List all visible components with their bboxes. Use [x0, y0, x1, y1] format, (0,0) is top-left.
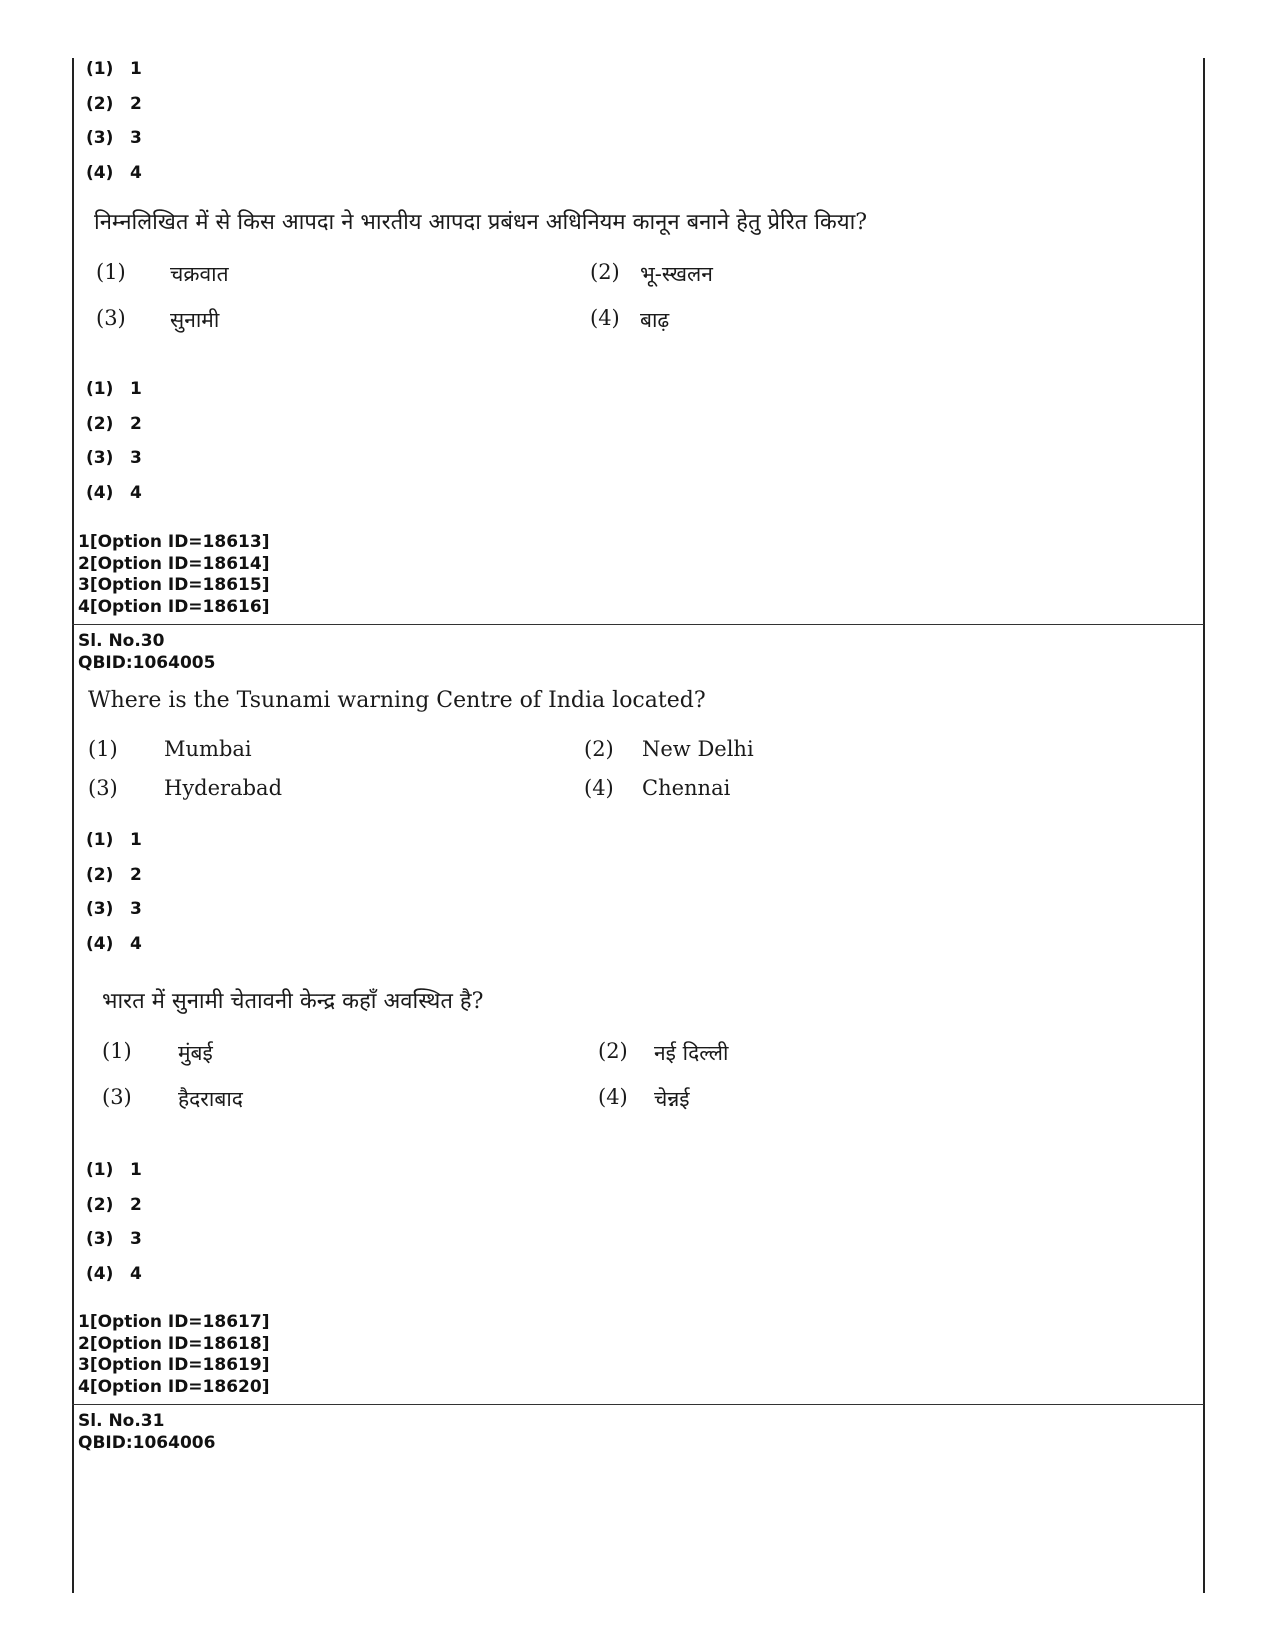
answer-number: (4)	[86, 1263, 114, 1284]
q29-answer-list-top	[86, 58, 142, 196]
option-number: (1)	[102, 1039, 132, 1063]
question-divider	[72, 1404, 1204, 1405]
answer-value: 1	[130, 379, 142, 399]
q30-english-option-3	[88, 776, 283, 800]
answer-number: (1)	[86, 830, 114, 850]
qbid: QBID:1064005	[78, 653, 216, 673]
answer-row	[86, 1159, 142, 1194]
option-id: 2[Option ID=18614]	[78, 553, 270, 574]
answer-number: (3)	[86, 1229, 114, 1249]
answer-value: 1	[130, 59, 142, 79]
option-text: मुंबई	[178, 1041, 213, 1065]
q30-english-option-2	[584, 737, 754, 761]
answer-value: 1	[130, 830, 142, 850]
answer-value: 3	[130, 1229, 142, 1249]
option-id: 3[Option ID=18619]	[78, 1355, 270, 1375]
option-text: भू-स्खलन	[640, 262, 713, 286]
answer-row	[86, 162, 142, 197]
option-number: (2)	[590, 260, 620, 284]
answer-row	[86, 447, 142, 482]
answer-value: 2	[130, 864, 142, 885]
option-number: (3)	[96, 306, 126, 330]
answer-number: (3)	[86, 448, 114, 468]
q30-header	[78, 630, 215, 674]
answer-row	[86, 898, 142, 933]
answer-row	[86, 864, 142, 899]
answer-value: 2	[130, 1194, 142, 1215]
option-id: 4[Option ID=18616]	[78, 596, 270, 617]
q30-english-question: Where is the Tsunami warning Centre of India located?	[88, 688, 706, 713]
option-number: (1)	[96, 260, 126, 284]
q29-answer-list-bottom	[86, 378, 142, 516]
option-text: New Delhi	[642, 737, 754, 761]
option-text: Mumbai	[164, 737, 252, 761]
answer-row	[86, 93, 142, 128]
answer-value: 3	[130, 128, 142, 148]
answer-row	[86, 1263, 142, 1298]
q30-english-option-4	[584, 776, 731, 800]
q29-hindi-option-1	[96, 260, 229, 286]
q30-hindi-option-1	[102, 1039, 213, 1065]
q30-option-ids	[78, 1312, 269, 1398]
question-divider	[72, 624, 1204, 625]
answer-row	[86, 933, 142, 968]
answer-row	[86, 482, 142, 517]
q29-hindi-option-4	[590, 306, 670, 332]
option-text: बाढ़	[640, 308, 670, 332]
q29-option-ids	[78, 532, 269, 618]
answer-number: (2)	[86, 413, 114, 434]
answer-number: (1)	[86, 59, 114, 79]
option-text: चेन्नई	[654, 1087, 690, 1111]
q30-answer-list-top	[86, 829, 142, 967]
answer-value: 3	[130, 448, 142, 468]
answer-value: 1	[130, 1160, 142, 1180]
answer-value: 4	[130, 1263, 142, 1284]
option-number: (4)	[598, 1085, 628, 1109]
answer-row	[86, 58, 142, 93]
left-border	[72, 58, 74, 1593]
answer-row	[86, 413, 142, 448]
answer-number: (2)	[86, 864, 114, 885]
option-text: Hyderabad	[164, 776, 283, 800]
answer-number: (1)	[86, 379, 114, 399]
option-id: 1[Option ID=18617]	[78, 1312, 270, 1332]
answer-row	[86, 1228, 142, 1263]
option-number: (3)	[88, 776, 118, 800]
q29-hindi-option-3	[96, 306, 220, 332]
answer-number: (4)	[86, 482, 114, 503]
answer-number: (1)	[86, 1160, 114, 1180]
option-number: (3)	[102, 1085, 132, 1109]
answer-value: 2	[130, 413, 142, 434]
answer-value: 3	[130, 899, 142, 919]
answer-number: (3)	[86, 128, 114, 148]
q30-hindi-option-2	[598, 1039, 729, 1065]
option-text: हैदराबाद	[178, 1087, 243, 1111]
q29-hindi-question: निम्नलिखित में से किस आपदा ने भारतीय आपदा प्रबंधन अधिनियम कानून बनाने हेतु प्रेरित किया?	[94, 210, 868, 235]
option-text: चक्रवात	[170, 262, 229, 286]
q30-hindi-option-4	[598, 1085, 690, 1111]
option-text: नई दिल्ली	[654, 1041, 729, 1065]
answer-number: (2)	[86, 1194, 114, 1215]
serial-number: Sl. No.30	[78, 631, 165, 651]
answer-row	[86, 378, 142, 413]
option-number: (4)	[590, 306, 620, 330]
right-border	[1203, 58, 1205, 1593]
q29-hindi-option-2	[590, 260, 713, 286]
answer-row	[86, 127, 142, 162]
q30-english-option-1	[88, 737, 252, 761]
option-id: 3[Option ID=18615]	[78, 575, 270, 595]
q31-header	[78, 1410, 215, 1454]
q30-hindi-option-3	[102, 1085, 243, 1111]
answer-number: (4)	[86, 162, 114, 183]
answer-number: (2)	[86, 93, 114, 114]
answer-value: 4	[130, 162, 142, 183]
answer-number: (4)	[86, 933, 114, 954]
option-id: 1[Option ID=18613]	[78, 532, 270, 552]
answer-row	[86, 829, 142, 864]
answer-value: 4	[130, 933, 142, 954]
q30-hindi-question: भारत में सुनामी चेतावनी केन्द्र कहाँ अवस्थित है?	[102, 989, 484, 1014]
option-id: 2[Option ID=18618]	[78, 1333, 270, 1354]
answer-row	[86, 1194, 142, 1229]
option-number: (1)	[88, 737, 118, 761]
qbid: QBID:1064006	[78, 1433, 216, 1453]
option-text: सुनामी	[170, 308, 220, 332]
serial-number: Sl. No.31	[78, 1411, 165, 1431]
option-number: (2)	[598, 1039, 628, 1063]
answer-value: 4	[130, 482, 142, 503]
option-number: (4)	[584, 776, 614, 800]
option-id: 4[Option ID=18620]	[78, 1376, 270, 1397]
option-text: Chennai	[642, 776, 731, 800]
option-number: (2)	[584, 737, 614, 761]
q30-answer-list-bottom	[86, 1159, 142, 1297]
answer-number: (3)	[86, 899, 114, 919]
answer-value: 2	[130, 93, 142, 114]
